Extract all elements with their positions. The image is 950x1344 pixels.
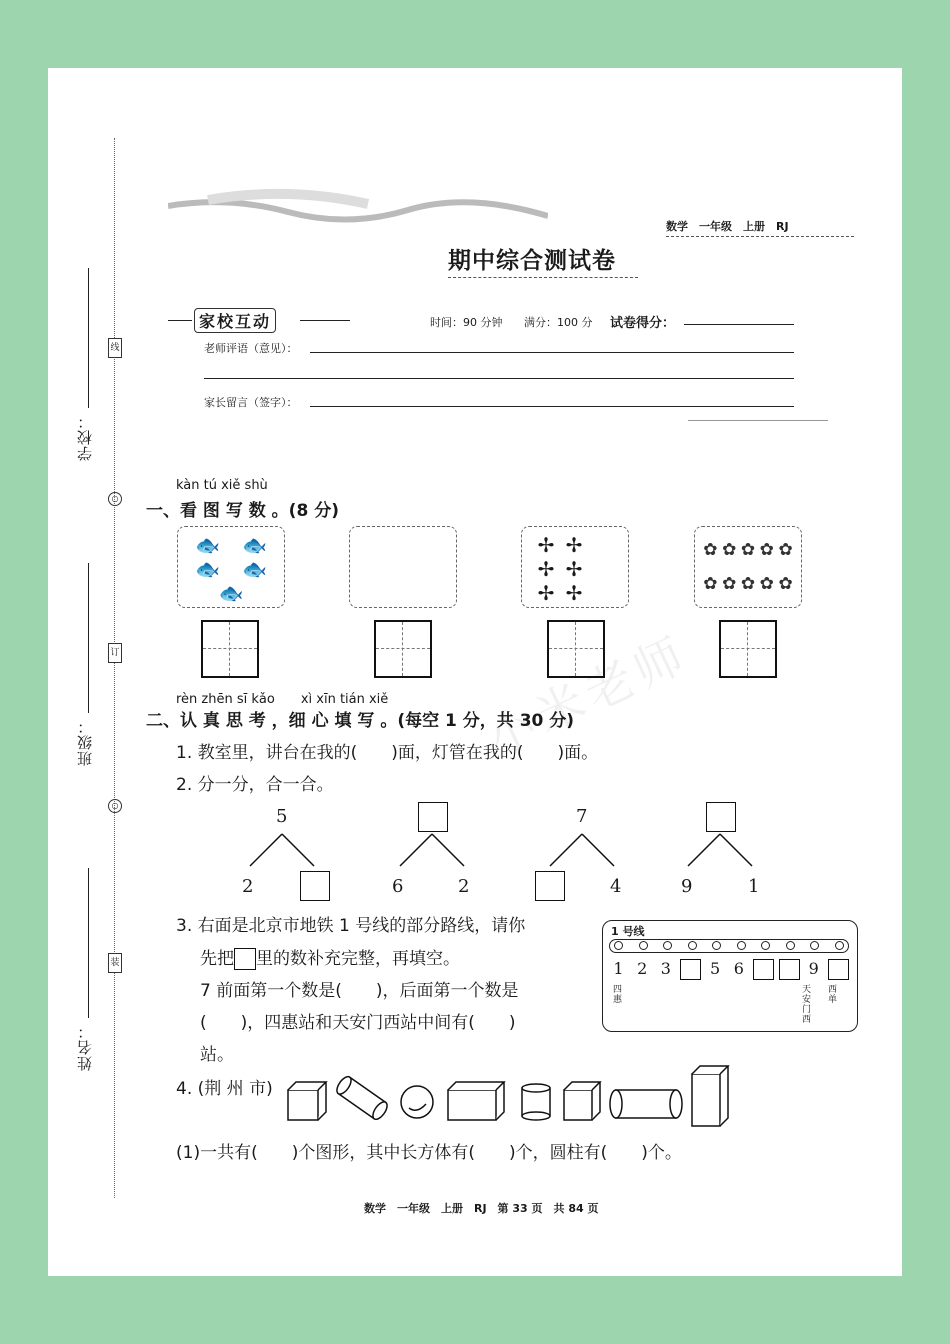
lollipop-icon: ✿ bbox=[703, 574, 718, 594]
score-label: 试卷得分： bbox=[610, 316, 676, 331]
lollipop-icon: ✿ bbox=[778, 574, 793, 594]
answer-grid-2[interactable] bbox=[374, 620, 432, 678]
station-number: 1 bbox=[613, 959, 624, 978]
station-blank-box[interactable] bbox=[779, 959, 800, 980]
section1-title: 一、看 图 写 数 。(8 分) bbox=[146, 501, 339, 521]
seal-ding: 订 bbox=[108, 643, 122, 663]
tree1-top: 5 bbox=[276, 806, 288, 827]
tree4-right: 1 bbox=[748, 876, 760, 897]
page-title: 期中综合测试卷 bbox=[448, 248, 616, 274]
parent-comment-label: 家长留言（签字）： bbox=[204, 396, 298, 409]
dragonfly-icon: ✢ bbox=[537, 581, 555, 605]
tag-line-left bbox=[168, 320, 192, 321]
station-dot-icon bbox=[663, 941, 672, 950]
dragonfly-icon: ✢ bbox=[537, 557, 555, 581]
tree3-top: 7 bbox=[576, 806, 588, 827]
subway-stations bbox=[609, 959, 849, 980]
parent-comment-line[interactable] bbox=[310, 406, 794, 407]
station-number: 6 bbox=[733, 959, 744, 978]
picture-dragonfly bbox=[521, 526, 629, 608]
dragonfly-icon: ✢ bbox=[565, 581, 583, 605]
watermark: 小米老师 bbox=[478, 625, 698, 768]
time-label: 时间：90 分钟 bbox=[430, 316, 503, 329]
binding-dotted-line bbox=[114, 138, 115, 1198]
lollipop-icon: ✿ bbox=[778, 540, 793, 560]
series-underline bbox=[666, 236, 854, 237]
teacher-comment-label: 老师评语（意见）： bbox=[204, 342, 298, 355]
cube-shape bbox=[288, 1082, 326, 1120]
score-blank[interactable] bbox=[684, 324, 794, 325]
page-footer: 数学 一年级 上册 RJ 第 33 页 共 84 页 bbox=[364, 1202, 599, 1215]
solid-shapes bbox=[280, 1064, 740, 1130]
answer-grid-1[interactable] bbox=[201, 620, 259, 678]
station-dot-icon bbox=[786, 941, 795, 950]
station-dot-icon bbox=[761, 941, 770, 950]
question-3-line2: 先把 里的数补充完整，再填空。 bbox=[200, 949, 460, 969]
lollipop-icon: ✿ bbox=[722, 540, 737, 560]
goldfish-icon: 🐟 bbox=[195, 533, 220, 557]
subway-track bbox=[609, 939, 849, 953]
sphere-shape bbox=[401, 1086, 433, 1118]
seal-zhuang: 装 bbox=[108, 953, 122, 973]
station-dot-icon bbox=[810, 941, 819, 950]
station-number: 2 bbox=[637, 959, 648, 978]
exam-paper bbox=[48, 68, 902, 1276]
cuboid-shape bbox=[692, 1066, 728, 1126]
question-3-line4: ( )，四惠站和天安门西站中间有( ) bbox=[200, 1013, 516, 1033]
tree1-right-box[interactable] bbox=[300, 871, 330, 901]
station-tiananmen-west: 天安门西 bbox=[802, 985, 812, 1025]
section1-pinyin: kàn tú xiě shù bbox=[176, 478, 268, 493]
answer-grid-4[interactable] bbox=[719, 620, 777, 678]
name-label: 姓名： bbox=[76, 1023, 94, 1071]
dragonfly-icon: ✢ bbox=[565, 557, 583, 581]
lollipop-icon: ✿ bbox=[703, 540, 718, 560]
station-dot-icon bbox=[639, 941, 648, 950]
station-dot-icon bbox=[737, 941, 746, 950]
tree2-top-box[interactable] bbox=[418, 802, 448, 832]
lollipop-icon: ✿ bbox=[740, 540, 756, 560]
station-dot-icon bbox=[614, 941, 623, 950]
dragonfly-icon: ✢ bbox=[537, 533, 555, 557]
binding-hole-icon: ○ bbox=[108, 492, 122, 506]
tree4-left: 9 bbox=[681, 876, 693, 897]
binding-hole-icon: ○ bbox=[108, 799, 122, 813]
question-3-line3: 7 前面第一个数是( )，后面第一个数是 bbox=[200, 981, 519, 1001]
tree3-right: 4 bbox=[610, 876, 622, 897]
full-score-label: 满分：100 分 bbox=[524, 316, 593, 329]
header-wave-decoration bbox=[168, 176, 548, 226]
question-3-line1: 3. 右面是北京市地铁 1 号线的部分路线，请你 bbox=[176, 916, 526, 936]
station-xidan: 西单 bbox=[828, 985, 838, 1005]
station-number: 9 bbox=[808, 959, 819, 978]
picture-lollipop bbox=[694, 526, 802, 608]
subway-line-label: 1 号线 bbox=[611, 925, 645, 938]
tree2-right: 2 bbox=[458, 876, 470, 897]
cylinder-shape bbox=[334, 1074, 390, 1121]
goldfish-icon: 🐟 bbox=[195, 557, 220, 581]
station-blank-box[interactable] bbox=[828, 959, 849, 980]
question-4-sub1: (1)一共有( )个图形，其中长方体有( )个，圆柱有( )个。 bbox=[176, 1143, 682, 1163]
name-blank-line bbox=[88, 868, 89, 1018]
question-3-line5: 站。 bbox=[200, 1045, 234, 1065]
cylinder-shape bbox=[610, 1090, 682, 1118]
goldfish-icon: 🐟 bbox=[218, 581, 244, 605]
station-number: 5 bbox=[710, 959, 721, 978]
goldfish-icon: 🐟 bbox=[242, 533, 267, 557]
section2-pinyin: rèn zhēn sī kǎo xì xīn tián xiě bbox=[176, 692, 389, 707]
station-dot-icon bbox=[688, 941, 697, 950]
school-blank-line bbox=[88, 268, 89, 408]
dragonfly-icon: ✢ bbox=[565, 533, 583, 557]
lollipop-icon: ✿ bbox=[759, 540, 774, 560]
station-dot-icon bbox=[835, 941, 844, 950]
answer-grid-3[interactable] bbox=[547, 620, 605, 678]
station-blank-box[interactable] bbox=[753, 959, 774, 980]
title-underline bbox=[448, 277, 638, 278]
question-4: 4. (荆 州 市) bbox=[176, 1079, 273, 1099]
teacher-comment-line[interactable] bbox=[310, 352, 794, 353]
cube-shape bbox=[564, 1082, 600, 1120]
cuboid-shape bbox=[448, 1082, 504, 1120]
cylinder-shape bbox=[522, 1084, 550, 1120]
picture-empty bbox=[349, 526, 457, 608]
tree3-left-box[interactable] bbox=[535, 871, 565, 901]
class-blank-line bbox=[88, 563, 89, 713]
picture-goldfish bbox=[177, 526, 285, 608]
class-label: 班级： bbox=[76, 718, 94, 766]
tree2-left: 6 bbox=[392, 876, 404, 897]
lollipop-icon: ✿ bbox=[759, 574, 774, 594]
school-label: 学校： bbox=[76, 413, 94, 461]
station-dot-icon bbox=[712, 941, 721, 950]
header-corner-decoration bbox=[688, 420, 828, 421]
tag-line-right bbox=[300, 320, 350, 321]
station-sihui: 四惠 bbox=[613, 985, 623, 1005]
inline-box-icon bbox=[234, 948, 256, 970]
question-1: 1. 教室里，讲台在我的( )面，灯管在我的( )面。 bbox=[176, 743, 599, 763]
series-label: 数学 一年级 上册 RJ bbox=[666, 220, 789, 233]
lollipop-icon: ✿ bbox=[740, 574, 756, 594]
section2-title: 二、认 真 思 考 ，细 心 填 写 。(每空 1 分，共 30 分) bbox=[146, 711, 575, 731]
question-2: 2. 分一分，合一合。 bbox=[176, 775, 334, 795]
goldfish-icon: 🐟 bbox=[242, 557, 267, 581]
seal-xian: 线 bbox=[108, 338, 122, 358]
home-school-tag: 家校互动 bbox=[194, 308, 276, 333]
tree4-top-box[interactable] bbox=[706, 802, 736, 832]
station-number: 3 bbox=[660, 959, 671, 978]
teacher-comment-line-2[interactable] bbox=[204, 378, 794, 379]
subway-map bbox=[602, 920, 858, 1032]
lollipop-icon: ✿ bbox=[722, 574, 737, 594]
station-blank-box[interactable] bbox=[680, 959, 701, 980]
tree1-left: 2 bbox=[242, 876, 254, 897]
